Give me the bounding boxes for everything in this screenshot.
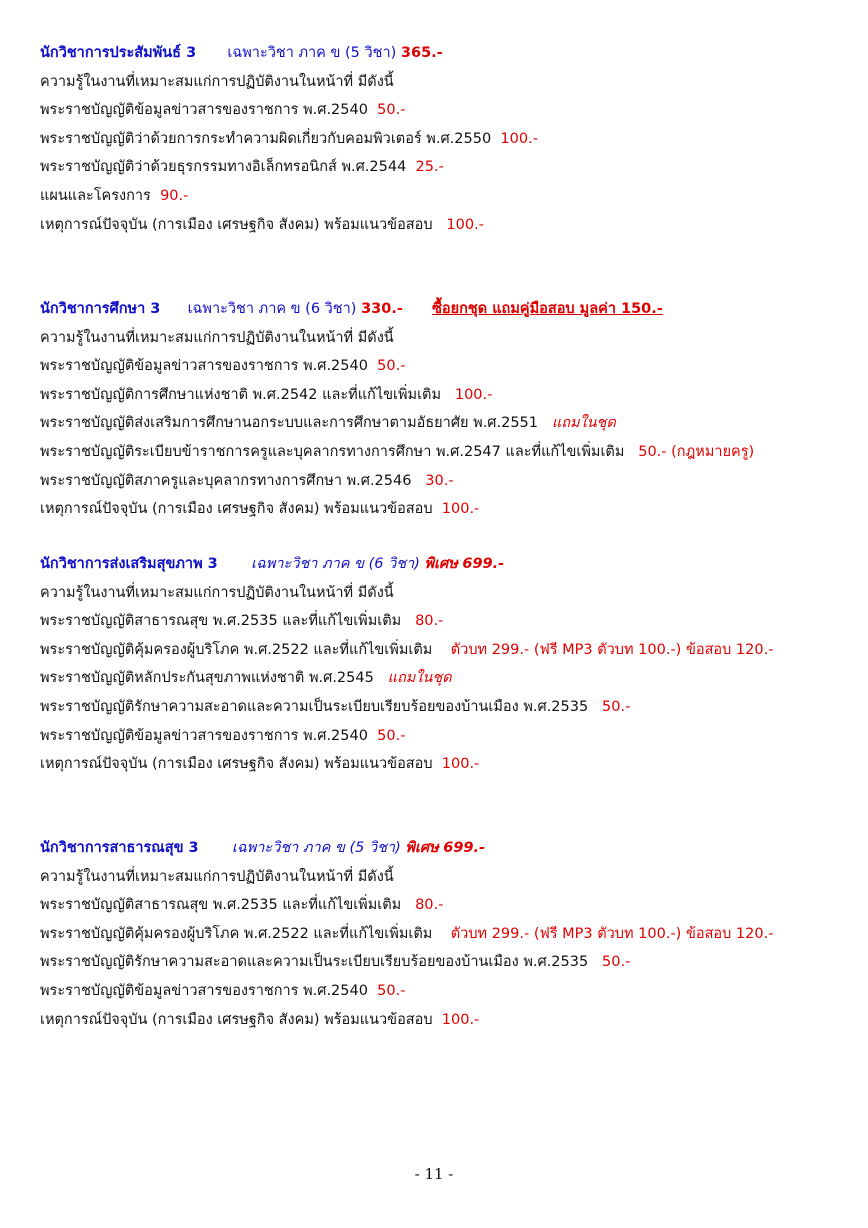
list-item [40,891,848,920]
item-text: พระราชบัญญัติรักษาความสะอาดและความเป็นระเบียบเรียบร้อยของบ้านเมือง พ.ศ.2535 [40,954,589,971]
section-subject: เฉพาะวิชา ภาค ข (6 วิชา) [251,556,420,572]
list-item [40,977,848,1006]
special-label: พิเศษ [424,556,458,572]
item-price: 50.- [377,727,406,744]
list-item [40,96,848,125]
list-item [40,750,848,779]
section-heading [40,39,848,68]
item-price: ตัวบท 299.- (ฟรี MP3 ตัวบท 100.-) ข้อสอบ 120.- [450,641,774,658]
section-title: นักวิชาการประสัมพันธ์ 3 [40,45,197,61]
section-subject: เฉพาะวิชา ภาค ข (5 วิชา) [227,45,397,61]
list-item [40,863,848,892]
section-heading [40,834,848,863]
item-price: 100.- [441,501,480,518]
item-text: พระราชบัญญัติการศึกษาแห่งชาติ พ.ศ.2542 และที่แก้ไขเพิ่มเติม [40,386,442,403]
list-item [40,182,848,211]
section-heading [40,295,848,324]
section-public-relations [40,39,848,239]
item-text: พระราชบัญญัติสาธารณสุข พ.ศ.2535 และที่แก้ไขเพิ่มเติม [40,613,402,630]
section-title: นักวิชาการส่งเสริมสุขภาพ 3 [40,556,218,572]
section-title: นักวิชาการศึกษา 3 [40,301,161,317]
list-item [40,381,848,410]
list-item [40,664,848,693]
item-text: พระราชบัญญัติข้อมูลข่าวสารของราชการ พ.ศ.2540 [40,358,368,375]
list-item [40,495,848,524]
item-text: พระราชบัญญัติว่าด้วยการกระทำความผิดเกี่ยวกับคอมพิวเตอร์ พ.ศ.2550 [40,130,492,147]
promo-label: ซื้อยกชุด แถมคู่มือสอบ มูลค่า 150.- [432,301,663,317]
item-price: 50.- (กฎหมายครู) [638,443,755,460]
section-public-health [40,834,848,1034]
section-subject: เฉพาะวิชา ภาค ข (6 วิชา) [187,301,357,317]
item-text: ความรู้ในงานที่เหมาะสมแก่การปฏิบัติงานในหน้าที่ มีดังนี้ [40,584,394,601]
section-subject: เฉพาะวิชา ภาค ข (5 วิชา) [231,840,401,856]
list-item [40,920,848,949]
item-text: พระราชบัญญัติสาธารณสุข พ.ศ.2535 และที่แก้ไขเพิ่มเติม [40,897,402,914]
item-price: 100.- [446,216,484,233]
item-price: 50.- [602,954,631,971]
section-education [40,295,848,524]
item-text: เหตุการณ์ปัจจุบัน (การเมือง เศรษฐกิจ สังคม) พร้อมแนวข้อสอบ [40,1011,433,1028]
item-price: 50.- [377,982,406,999]
item-text: พระราชบัญญัติว่าด้วยธุรกรรมทางอิเล็กทรอนิกส์ พ.ศ.2544 [40,159,407,176]
item-text: พระราชบัญญัติคุ้มครองผู้บริโภค พ.ศ.2522 และที่แก้ไขเพิ่มเติม [40,925,433,942]
item-price: 100.- [441,1011,480,1028]
item-text: แผนและโครงการ [40,187,151,204]
item-price: ตัวบท 299.- (ฟรี MP3 ตัวบท 100.-) ข้อสอบ 120.- [450,925,774,942]
item-price: 25.- [415,159,444,176]
item-text: พระราชบัญญัติส่งเสริมการศึกษานอกระบบและการศึกษาตามอัธยาศัย พ.ศ.2551 [40,415,539,432]
list-item [40,467,848,496]
item-text: พระราชบัญญัติข้อมูลข่าวสารของราชการ พ.ศ.2540 [40,727,368,744]
item-note: แถมในชุด [387,670,452,687]
list-item [40,153,848,182]
item-price: 50.- [377,102,406,119]
section-price: 699.- [462,556,505,572]
item-text: พระราชบัญญัติระเบียบข้าราชการครูและบุคลากรทางการศึกษา พ.ศ.2547 และที่แก้ไขเพิ่มเติม [40,443,625,460]
list-item [40,68,848,97]
list-item [40,948,848,977]
item-price: 50.- [602,698,631,715]
section-price: 699.- [443,840,486,856]
item-text: พระราชบัญญัติข้อมูลข่าวสารของราชการ พ.ศ.2540 [40,982,368,999]
item-price: 80.- [415,613,444,630]
list-item [40,409,848,438]
section-heading [40,550,848,579]
item-price: 30.- [425,472,454,489]
list-item [40,607,848,636]
list-item [40,693,848,722]
item-price: 80.- [415,897,444,914]
item-price: 100.- [500,130,538,147]
list-item [40,1006,848,1035]
list-item [40,211,848,240]
item-text: เหตุการณ์ปัจจุบัน (การเมือง เศรษฐกิจ สังคม) พร้อมแนวข้อสอบ [40,501,433,518]
item-text: พระราชบัญญัติหลักประกันสุขภาพแห่งชาติ พ.ศ.2545 [40,670,374,687]
list-item [40,636,848,665]
item-text: พระราชบัญญัติรักษาความสะอาดและความเป็นระเบียบเรียบร้อยของบ้านเมือง พ.ศ.2535 [40,698,589,715]
list-item [40,125,848,154]
page-number: - 11 - [414,1165,454,1183]
item-price: 90.- [160,187,189,204]
section-price: 365.- [400,45,443,61]
item-text: ความรู้ในงานที่เหมาะสมแก่การปฏิบัติงานในหน้าที่ มีดังนี้ [40,73,394,90]
item-price: 100.- [454,386,493,403]
section-title: นักวิชาการสาธารณสุข 3 [40,840,199,856]
list-item [40,352,848,381]
item-price: 100.- [441,756,480,773]
item-text: เหตุการณ์ปัจจุบัน (การเมือง เศรษฐกิจ สังคม) พร้อมแนวข้อสอบ [40,216,433,233]
item-text: พระราชบัญญัติคุ้มครองผู้บริโภค พ.ศ.2522 และที่แก้ไขเพิ่มเติม [40,641,433,658]
list-item [40,722,848,751]
item-text: ความรู้ในงานที่เหมาะสมแก่การปฏิบัติงานในหน้าที่ มีดังนี้ [40,868,394,885]
item-text: เหตุการณ์ปัจจุบัน (การเมือง เศรษฐกิจ สังคม) พร้อมแนวข้อสอบ [40,756,433,773]
section-price: 330.- [361,301,403,317]
list-item [40,438,848,467]
list-item [40,579,848,608]
item-text: พระราชบัญญัติสภาครูและบุคลากรทางการศึกษา พ.ศ.2546 [40,472,412,489]
item-text: ความรู้ในงานที่เหมาะสมแก่การปฏิบัติงานในหน้าที่ มีดังนี้ [40,329,394,346]
special-label: พิเศษ [405,840,439,856]
section-health-promotion [40,550,848,779]
item-note: แถมในชุด [551,415,616,432]
item-text: พระราชบัญญัติข้อมูลข่าวสารของราชการ พ.ศ.2540 [40,102,368,119]
item-price: 50.- [377,358,406,375]
list-item [40,324,848,353]
